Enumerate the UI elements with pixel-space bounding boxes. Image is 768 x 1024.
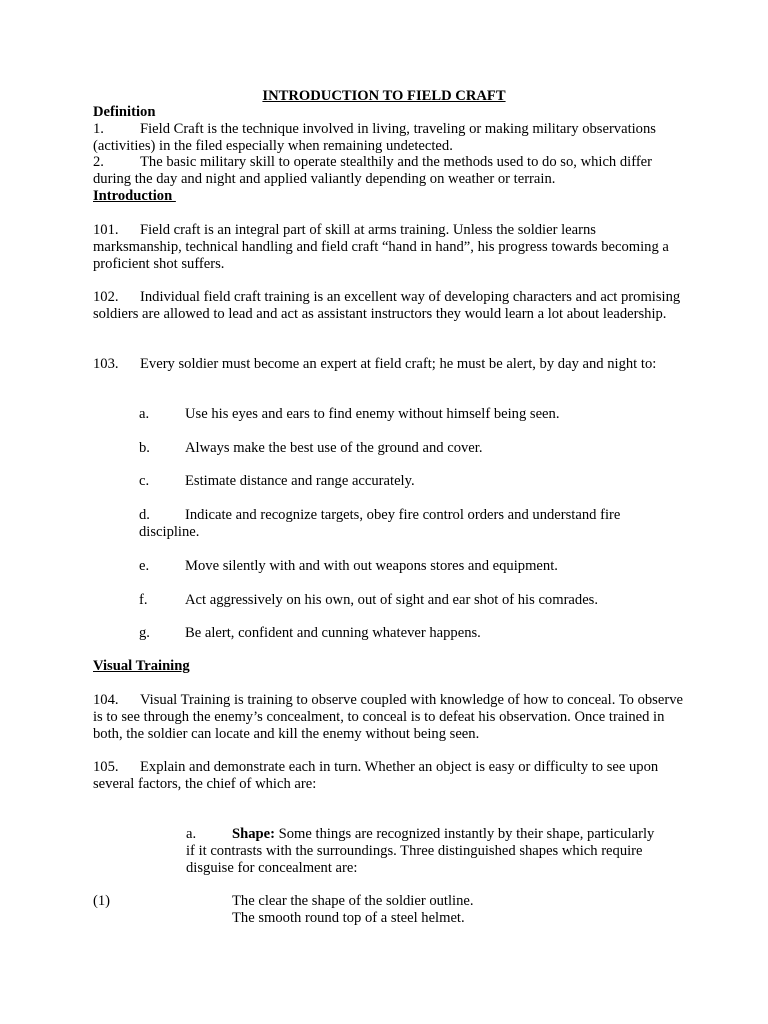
list-letter: a. (139, 406, 150, 422)
paragraph-103 (93, 356, 683, 373)
paragraph-104 (93, 692, 683, 742)
shape-label: Shape: (232, 826, 275, 842)
list-letter: f. (139, 592, 148, 608)
sub-item-line-1: The clear the shape of the soldier outline. (232, 893, 474, 909)
definition-item-number: 1. (93, 120, 104, 137)
definition-item-2 (93, 154, 683, 188)
paragraph-105 (93, 759, 683, 793)
list-text: Act aggressively on his own, out of sight and ear shot of his comrades. (185, 592, 599, 608)
definition-heading: Definition (93, 104, 156, 120)
list-text: Be alert, confident and cunning whatever happens. (185, 625, 481, 641)
paragraph-number: 102. (93, 289, 119, 305)
list-text: Indicate and recognize targets, obey fire control orders and understand fire discipline. (139, 507, 621, 540)
shape-text: Some things are recognized instantly by their shape, particularly if it contrasts with the surroundings. Three distinguished shapes which require disguise for concealment are: (186, 826, 655, 876)
page-title: INTRODUCTION TO FIELD CRAFT (262, 88, 506, 104)
introduction-heading: Introduction (93, 187, 176, 204)
definition-item-1 (93, 121, 683, 155)
list-item-c (139, 473, 679, 490)
paragraph-102 (93, 289, 683, 323)
paragraph-text: Every soldier must become an expert at field craft; he must be alert, by day and night to: (140, 356, 657, 372)
list-item-d (139, 507, 679, 541)
paragraph-number: 101. (93, 222, 119, 238)
definition-section (93, 104, 683, 205)
shape-item (186, 826, 666, 876)
paragraph-101 (93, 222, 683, 272)
paragraph-text: Individual field craft training is an excellent way of developing characters and act promising soldiers are allowed to lead and act as assistant instructors they would learn a lot about leadership. (93, 289, 681, 322)
paragraph-text: Explain and demonstrate each in turn. Whether an object is easy or difficulty to see upon several factors, the chief of which are: (93, 759, 659, 792)
definition-item-text: The basic military skill to operate stealthily and the methods used to do so, which differ during the day and night and applied valiantly depending on weather or terrain. (93, 154, 653, 188)
sub-item-1 (93, 893, 693, 927)
list-letter: b. (139, 440, 150, 456)
list-item-e (139, 558, 679, 575)
definition-item-number: 2. (93, 154, 104, 171)
list-letter: a. (186, 826, 197, 842)
paragraph-text: Visual Training is training to observe coupled with knowledge of how to conceal. To observe is to see through the enemy’s concealment, to conceal is to defeat his observation. Once trained in both, the soldier can locate and kill the enemy without being seen. (93, 692, 683, 742)
list-item-g (139, 625, 679, 642)
list-letter: g. (139, 625, 150, 641)
list-text: Always make the best use of the ground and cover. (185, 440, 483, 456)
list-letter: c. (139, 473, 150, 489)
list-letter: d. (139, 507, 150, 523)
paragraph-text: Field craft is an integral part of skill at arms training. Unless the soldier learns marksmanship, technical handling and field craft “hand in hand”, his progress towards becoming a proficient shot suffers. (93, 222, 669, 272)
list-text: Estimate distance and range accurately. (185, 473, 415, 489)
paragraph-number: 105. (93, 759, 119, 775)
list-item-a (139, 406, 679, 423)
list-text: Use his eyes and ears to find enemy without himself being seen. (185, 406, 560, 422)
list-text: Move silently with and with out weapons stores and equipment. (185, 558, 558, 574)
paragraph-number: 103. (93, 356, 119, 372)
list-letter: e. (139, 558, 150, 574)
definition-item-text: Field Craft is the technique involved in living, traveling or making military observations (activities) in the filed especially when remaining undetected. (93, 120, 656, 154)
sub-item-number: (1) (93, 893, 111, 909)
list-item-b (139, 440, 679, 457)
visual-training-heading: Visual Training (93, 658, 190, 674)
list-item-f (139, 592, 679, 609)
sub-item-line-2: The smooth round top of a steel helmet. (232, 909, 465, 926)
paragraph-number: 104. (93, 692, 119, 708)
